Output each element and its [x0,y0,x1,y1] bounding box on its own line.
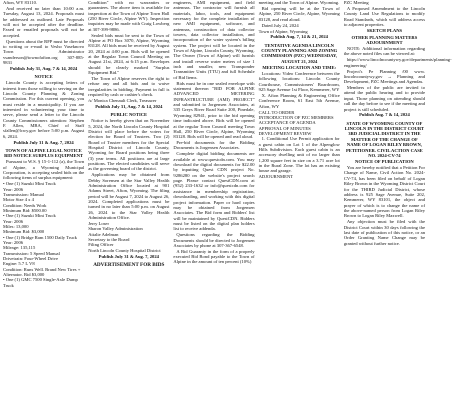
list-item: • One (1) Suzuki Mini Truck [3,213,56,219]
notice-heading: STATE OF WYOMING COUNTY OF LINCOLN IN THE DISTRICT COURT 3RD JUDICIAL DISTRICT IN THE MATTER OF THE CHANGE OF NAME OF LOGAN RILEY BROWN, PETITIONER. CIVIL ACTION CASE NO. 2024-CV-74 [344,120,425,158]
notice-paragraph: A Proposed Amendment to the Lincoln County Land Use Regulations to modify Road Standards, which will address access to adjacent properties. [343,5,426,27]
publication-dates: Publish July 31 & Aug. 7, 2024 [13,139,74,145]
list-item: Motor Size 4 x 4 [3,197,34,203]
notice-paragraph: Questions about the RFP must be directed to writing or e-mail to Vesho Vaseknovo Town Administrator vsanderson@townofafton.org 307-885-9831 [3,38,85,65]
signature-line: Secretary to the Board [88,236,130,242]
notice-paragraph: Questions regarding the Bidding Documents should be directed to Jorgensen Associates by phone at 307-367-6548. [173,232,255,248]
signature-line: Town of Alpine, Wyoming [258,28,308,34]
list-item: Transmission: 5 Speed Manual [3,250,60,256]
list-item: Year: 2006 [3,239,24,245]
notice-heading: NOTICE OF PUBLICATION [355,159,414,165]
notice-heading: NOTICE [34,74,53,80]
notice-paragraph: Bids must be in one sealed envelope with statement thereon "BID FOR ALPINE ADVANCED METERING INFRASTRUCTURE (AMI) PROJECT" and submitted to Jorgensen Associates, at 335 Greys River Road Suite 200, Pinedale, Wyoming 82941, prior to the bid opening time indicated above. Bids will be opened at the regular Town Council meeting Town Hall, 250 River Circle, Alpine, Wyoming 83128. Bids will be opened and read aloud. [173,80,255,140]
notice-paragraph: Condition" with no warranties or guarantees. The above item is available for inspection at the Town of Alpine Town Hall (250 River Circle, Alpine WY). Inspection inquiries may be made with Craig Lowberg at 307-399-9886. [88,0,170,32]
notice-paragraph: 1. Conditional Use Permit application for a guest cabin on Lot 1 of the Alpenglow Hills Subdivision. Each guest cabin is an accessory dwelling unit of no larger than 1,200 square feet in size on a 3.71 acre lot in the Rural Zone. The lot has an existing house and garage. [258,136,340,174]
notice-heading: PUBLIC NOTICE [110,112,148,118]
list-item: Year: 2006 [3,186,24,192]
list-item: Mileage: 135,115 [3,245,36,251]
notice-heading: OTHER PLANNING MATTERS ADJOURNMENT [351,34,418,45]
notice-paragraph: Applications may be obtained from Debby Sorensen at the Star Valley Health Administration Office located at 901 Adams Street, Afton, Wyoming. The filing period will be August 7, 2024 to August 26, 2024. Completed applications must be turned in no later than 5:00 p.m. on August 26, 2024 to the Star Valley Health Administration Office. [88,172,170,220]
notice-heading: TENTATIVE AGENDA LINCOLN COUNTY PLANNING AND ZONING COMMISSION (PZC) WEDNESDAY, AUGUST 21, 2024 [261,42,338,64]
signature-line: ACCEPTANCE OF AGENDA [258,120,316,126]
signature-line: APPROVAL OF MINUTES [258,125,311,131]
list-item: Condition: Runs Well. Brand New Tires + Alternator. Bid $3,000 [3,266,81,277]
publication-dates: Publish Aug. 7 & 14, 2024 [359,112,410,118]
list-item: Transmission: Manual [3,191,45,197]
notice-paragraph: Pre-bid documents for the Bidding Documents is Jorgensen Associates. [173,140,255,151]
notice-paragraph: Bid opening will be at the Town of Alpine, 250 River Circle, Alpine, Wyoming 83128, and read aloud. [258,5,340,22]
notice-paragraph: Members of the public are invited to attend the public hearing and to provide input. Those planning on attending should call the day before to see if the meeting and project is still scheduled. [343,85,426,112]
notice-heading: TOWN OF ALPINE LEGAL NOTICE BID NOTICE SURPLUS EQUIPMENT [4,147,84,159]
list-item: • One (1) Suzuki Mini Truck [3,181,56,187]
notice-paragraph: Notice is hereby given that on November 5, 2024, the North Lincoln County Hospital District will place before the voters for election for Board of Trustees. Two (2) Board of Trustee members for the Special Hospital District of Lincoln County, Wyoming for Board positions being three (3) year terms. All positions are at large positions. The elected candidates will serve as the governing board of the district. [88,118,170,172]
notice-heading: SKETCH PLANS [366,28,403,34]
notice-paragraph: Afton, WY 83110. [3,0,38,5]
notice-paragraph: Dated July 24, 2024 [261,22,299,28]
list-item: • One (1) Bridge Ram 1500 Daily Truck [3,234,77,240]
notice-paragraph: You are hereby notified that a Petition For Change of Name, Civil Action No. 2024-CV-74, has been filed on behalf of Logan Riley Brown in the Wyoming District Court for the THIRD Judicial District, whose address is 925 Sage Avenue, Suite 202, Kemmerer, WY 83101, the object and prayer of which is to change the name of the above-named person from Logan Riley Brown to Logan Riley Maxwell. [343,165,426,219]
notice-paragraph: Project's Pe Planning /00 www. lincolncountywy.gov → Planning and Development, PZC Meetings and Agendas. [343,68,426,85]
signature-line: INTRODUCTION OF PZC MEMBERS [258,115,334,121]
notice-paragraph: A Bid Guaranty in the form of a properly executed Bid Bond payable to the Town of Alpine in the amount of ten percent (10%) [173,248,255,265]
list-item: Condition: Needs Work [3,202,47,208]
notice-paragraph: Any objection must be filed with the District Court within 30 days following the last date of publication of this notice, or an Order Granting Name Change may be granted without further notice. [343,219,426,246]
publication-dates: Publish July 31 & Aug. 7, 2024 [98,253,159,259]
notice-paragraph: PZC Meeting [343,0,369,5]
list-item: Engine: 5.7 L V8 [3,261,35,267]
publication-dates: Publish July 31, Aug. 7 & 14, 2024 [95,103,163,109]
list-item: Year: 2006 [3,218,24,224]
publication-dates: Publish July 31, Aug. 7 & 14, 2024 [10,65,78,71]
signature-line: Filing Officer [88,242,114,248]
notice-paragraph: Sealed bids must be sent to the Town of Alpine at PO Box 3070, Alpine, Wyoming 83128. All bids must be received by August 20, 2024 at 4:00 p.m. Bids will be opened at the Regular Town Council Meeting on August 21st, 2024, at 6:15 p.m. Envelopes should be clearly marked "Surplus Equipment Bid." [88,32,170,76]
column-4 [259,0,340,400]
notice-paragraph: X. Afton Planning & Engineering Office Conference Room, 61 East 5th Avenue, Afton, WY [258,93,340,109]
notice-paragraph: Locations: Video Conference between the following locations: Lincoln County Courthouse, Commissioners' Boardroom, 925 Sage Avenue 1st Floor, Kemmerer, WY [258,71,340,93]
signature-line: ADJOURNMENT [258,174,294,180]
column-2 [88,0,169,400]
column-5 [343,0,452,400]
signature-line: DEVELOPMENT REVIEW [258,131,312,137]
notice-paragraph: Complete digital bidding documents are available at www.questcdn.com. You may download the digital documents for $22.00 by inputting Quest CDN project No. 9286280 on the website's project search page. Please contact QuestCDN.com at (952) 233-1632 or info@questcdn.com for assistance in membership registration, downloading, and working with this digital project information. Paper or hard copies may be obtained from Jorgensen Associates. The Bid form and Bidders' list will be maintained by QuestCDN. Bidders must be listed on the digital plan holders list to receive addenda. [173,151,255,232]
column-1 [3,0,84,400]
notice-paragraph: The Town of Alpine reserves the right to refuse any and all bids and to waive irregularities in bidding. Payment in full is required by cash or cashier's check. [88,76,170,98]
signature-line: Attalie Adelman [88,231,119,237]
list-item: • One (1) GMC 7500 Single-Axle Dump Truck [3,277,78,288]
column-3 [173,0,254,400]
signature-line: CALL TO ORDER [258,109,295,115]
notice-paragraph: Pursuant to W.S. § 15-1-112 (a), the Town of Alpine, a Wyoming Municipal Corporation, is accepting sealed bids on the following items of surplus equipment: [3,159,85,181]
publication-dates: Publish Aug. 7, 14 & 21, 2024 [270,34,328,40]
notice-paragraph: engineers, AMI equipment, and field antennas. The contractor will furnish all materials, labor, tools, and equipment necessary for the complete installation of new AMI equipment, software, and antennas, construction of data collector towers, data collector installation, and incorporation of the water system's billing system. The project will be located in the Town of Alpine, Lincoln County, Wyoming. The Owner (Town of Alpine) will furnish and install reverse water meters of size 1 inch and smaller, new Transponder Transmitter Units (TTU) and full Schedule of Bid Items. [173,0,255,80]
signature-line: North Lincoln County Hospital District [88,247,161,253]
notice-paragraph: And received no later than 10:00 a.m. Tuesday, August 13, 2024. Proposals must be addressed as outlined. Late Proposals will not be accepted after the deadline. Faxed or emailed proposals will not be accepted. [3,5,85,38]
notice-heading: ADVERTISEMENT FOR BIDS [93,261,165,268]
list-item: Miles: 13,000 [3,223,29,229]
notice-paragraph: Lincoln County is accepting letters of interest from those willing to serving on the Lincoln County Planning & Zoning Commission. For this current opening, you must reside in a municipality. If you are interested in volunteering your time to serve, please send a letter to the Lincoln County Commissioners attention: Stephen F. Allen, MBA, Chief of Staff sfallen@lcwy.gov before 5:00 p.m. August 6, 2024. [3,80,85,139]
list-item: Minimum Bid: $500.00 [3,207,47,213]
notice-heading: MEETING LOCATION AND TIME: [262,65,337,71]
list-item: Drivetrain: Four-Wheel Drive [3,255,59,261]
notice-paragraph: NOTE: Additional information regarding the above noted files can be viewed at: [343,45,426,57]
list-item: Minimum Bid: $3,000 [3,229,45,235]
notice-paragraph: https://www.lincolncountywy.gov/departments/planning-engineering/ [343,57,452,68]
notice-paragraph: meeting and the Town of Alpine. Wyoming. [258,0,340,5]
signature-line: Jerry Loser [88,220,109,226]
signature-line: Sharon Valley Administration [88,226,143,232]
signature-line: /s/ Monica Chenault Clerk, Treasurer [88,97,157,103]
